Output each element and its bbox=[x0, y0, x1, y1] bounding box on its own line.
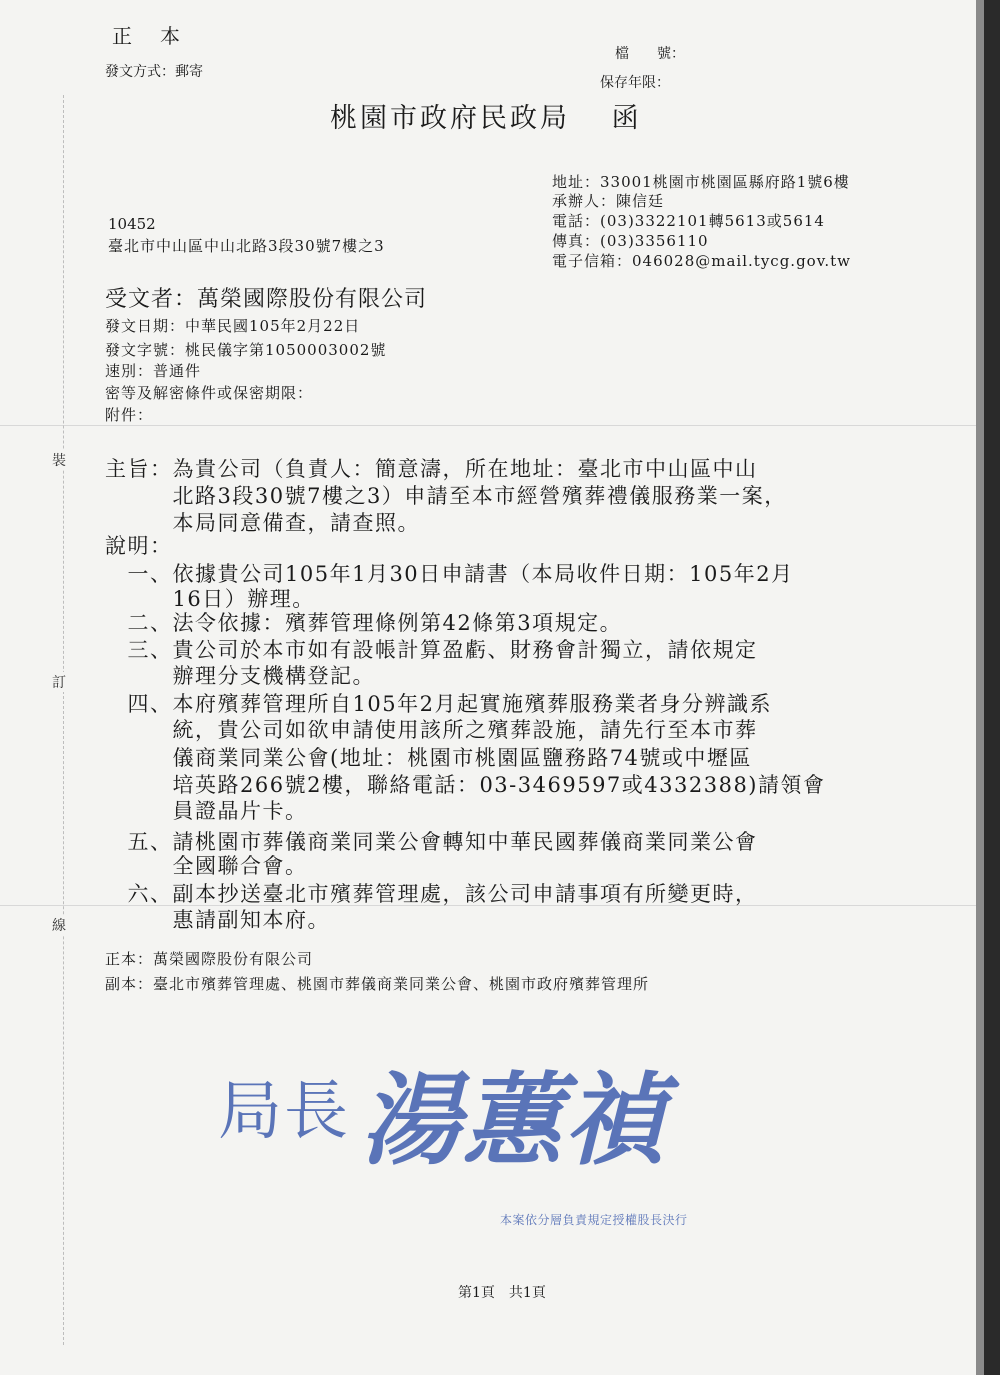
sender-address: 地址：33001桃園市桃園區縣府路1號6樓 bbox=[552, 173, 850, 191]
sender-handler: 承辦人：陳信廷 bbox=[552, 192, 665, 210]
explanation-line: 四、本府殯葬管理所自105年2月起實施殯葬服務業者身分辨識系 bbox=[105, 692, 772, 716]
page-number: 第1頁 共1頁 bbox=[458, 1285, 546, 1301]
explanation-label: 說明： bbox=[105, 534, 173, 558]
signature-title-stamp: 局長 bbox=[218, 1075, 350, 1149]
subject-line: 北路3段30號7樓之3）申請至本市經營殯葬禮儀服務業一案， bbox=[105, 484, 787, 508]
postal-code: 10452 bbox=[108, 215, 156, 233]
explanation-line: 16日）辦理。 bbox=[105, 587, 315, 611]
explanation-line: 五、請桃園市葬儀商業同業公會轉知中華民國葬儀商業同業公會 bbox=[105, 830, 758, 854]
copy-recipients: 副本：臺北市殯葬管理處、桃園市葬儀商業同業公會、桃園市政府殯葬管理所 bbox=[105, 975, 650, 993]
explanation-line: 二、法令依據：殯葬管理條例第42條第3項規定。 bbox=[105, 611, 623, 635]
explanation-line: 辦理分支機構登記。 bbox=[105, 664, 375, 688]
explanation-line: 一、依據貴公司105年1月30日申請書（本局收件日期：105年2月 bbox=[105, 562, 794, 586]
retention-label: 保存年限： bbox=[600, 75, 670, 91]
fold-line-upper bbox=[0, 425, 1000, 426]
document-title: 桃園市政府民政局 函 bbox=[330, 103, 642, 134]
page-edge-shadow bbox=[976, 0, 984, 1375]
subject-line: 主旨：為貴公司（負責人：簡意濤，所在地址：臺北市中山區中山 bbox=[105, 457, 758, 481]
dispatch-method: 發文方式：郵寄 bbox=[105, 64, 203, 80]
explanation-line: 培英路266號2樓，聯絡電話：03-3469597或4332388)請領會 bbox=[105, 773, 826, 797]
explanation-line: 全國聯合會。 bbox=[105, 854, 308, 878]
signature-name-stamp: 湯蕙禎 bbox=[360, 1061, 666, 1179]
explanation-line: 儀商業同業公會(地址：桃園市桃園區鹽務路74號或中壢區 bbox=[105, 746, 752, 770]
sender-email: 電子信箱：046028@mail.tycg.gov.tw bbox=[552, 252, 852, 270]
binding-line bbox=[63, 95, 64, 1345]
speed-category: 速別：普通件 bbox=[105, 362, 202, 380]
original-recipient: 正本：萬榮國際股份有限公司 bbox=[105, 950, 314, 968]
sender-fax: 傳真：(03)3356110 bbox=[552, 232, 709, 250]
page-edge bbox=[984, 0, 1000, 1375]
dispatch-date: 發文日期：中華民國105年2月22日 bbox=[105, 317, 361, 335]
explanation-line: 惠請副知本府。 bbox=[105, 908, 330, 932]
explanation-line: 三、貴公司於本市如有設帳計算盈虧、財務會計獨立，請依規定 bbox=[105, 638, 758, 662]
recipient-address: 臺北市中山區中山北路3段30號7樓之3 bbox=[108, 237, 385, 255]
binding-mark-zhuang: 裝 bbox=[52, 450, 66, 470]
sender-phone: 電話：(03)3322101轉5613或5614 bbox=[552, 212, 825, 230]
secrecy-level: 密等及解密條件或保密期限： bbox=[105, 384, 314, 402]
explanation-line: 六、副本抄送臺北市殯葬管理處，該公司申請事項有所變更時， bbox=[105, 882, 758, 906]
authorization-note: 本案依分層負責規定授權股長決行 bbox=[500, 1213, 688, 1227]
explanation-line: 統，貴公司如欲申請使用該所之殯葬設施，請先行至本市葬 bbox=[105, 718, 758, 742]
subject-line: 本局同意備查，請查照。 bbox=[105, 511, 420, 535]
binding-mark-xian: 線 bbox=[52, 915, 66, 935]
binding-mark-ding: 訂 bbox=[52, 672, 66, 692]
explanation-line: 員證晶片卡。 bbox=[105, 799, 308, 823]
copy-type: 正 本 bbox=[112, 24, 184, 48]
attachment: 附件： bbox=[105, 406, 154, 424]
recipient: 受文者：萬榮國際股份有限公司 bbox=[105, 287, 428, 312]
document-number: 發文字號：桃民儀字第1050003002號 bbox=[105, 341, 387, 359]
file-number-label: 檔 號： bbox=[615, 46, 685, 62]
